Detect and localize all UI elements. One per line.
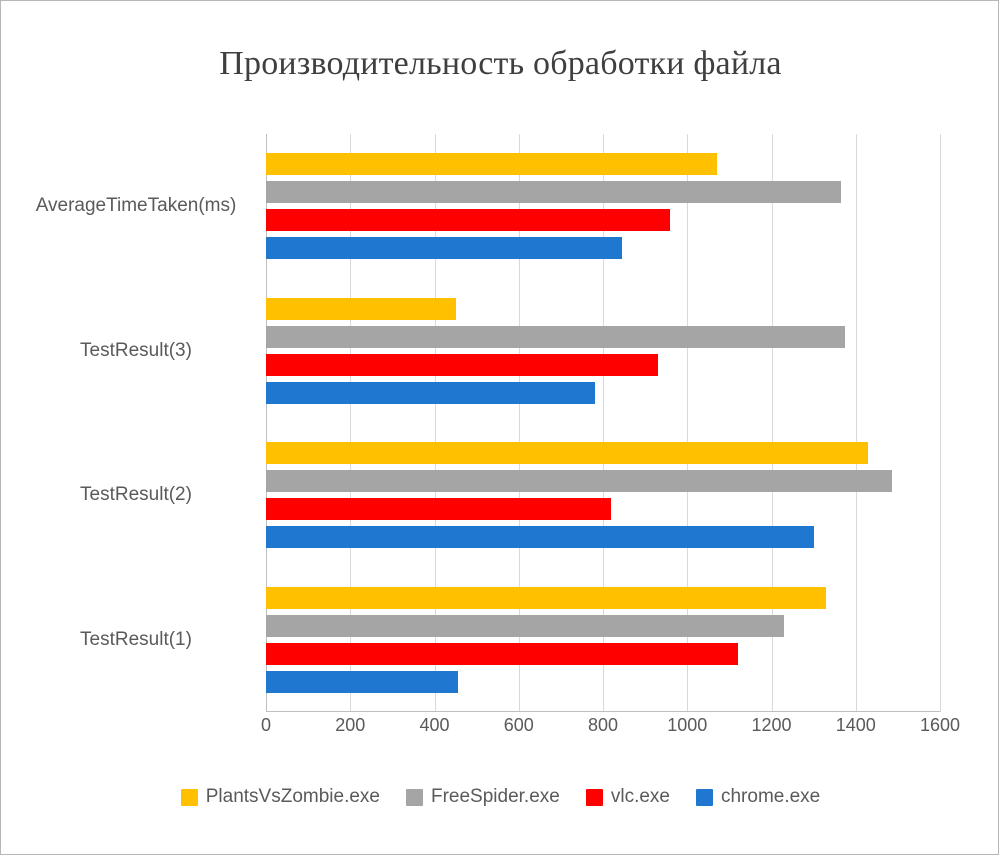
chart-title: Производительность обработки файла (219, 45, 782, 82)
legend-label: PlantsVsZombie.exe (205, 786, 380, 807)
chart-legend (1, 786, 999, 808)
value-axis-labels (260, 715, 961, 745)
x-tick-label: 0 (260, 715, 272, 735)
bar (266, 615, 784, 637)
bar (266, 587, 826, 609)
legend-label: chrome.exe (720, 786, 821, 807)
gridline (940, 134, 941, 712)
bar (266, 153, 717, 175)
bar (266, 237, 622, 259)
bar (266, 298, 456, 320)
bar (266, 326, 845, 348)
category-label: AverageTimeTaken(ms) (35, 195, 237, 217)
category-label: TestResult(1) (80, 628, 192, 650)
x-tick-label: 600 (503, 715, 534, 735)
legend-item[interactable] (181, 786, 380, 808)
bar (266, 498, 611, 520)
x-tick-label: 1000 (667, 715, 708, 735)
x-tick-label: 400 (419, 715, 450, 735)
legend-item[interactable] (586, 786, 670, 808)
category-label: TestResult(3) (80, 339, 192, 361)
bar (266, 643, 738, 665)
legend-swatch-icon (586, 789, 603, 806)
bar (266, 209, 670, 231)
bar (266, 470, 892, 492)
legend-swatch-icon (696, 789, 713, 806)
legend-item[interactable] (696, 786, 820, 808)
legend-swatch-icon (181, 789, 198, 806)
legend-label: FreeSpider.exe (430, 786, 560, 807)
bar-group (266, 568, 940, 713)
bar (266, 181, 841, 203)
category-label: TestResult(2) (80, 484, 192, 506)
bar (266, 526, 814, 548)
bar-group (266, 279, 940, 424)
bar (266, 671, 458, 693)
bar-group (266, 423, 940, 568)
legend-swatch-icon (406, 789, 423, 806)
x-tick-label: 1400 (835, 715, 876, 735)
bar (266, 442, 868, 464)
x-tick-label: 1200 (751, 715, 792, 735)
bar-group (266, 134, 940, 279)
x-tick-label: 1600 (919, 715, 961, 735)
x-tick-label: 800 (587, 715, 619, 735)
plot-area (266, 134, 940, 712)
legend-label: vlc.exe (610, 786, 670, 807)
category-axis-labels (1, 134, 261, 712)
legend-item[interactable] (406, 786, 560, 808)
bar (266, 382, 595, 404)
x-tick-label: 200 (335, 715, 366, 735)
bar (266, 354, 658, 376)
